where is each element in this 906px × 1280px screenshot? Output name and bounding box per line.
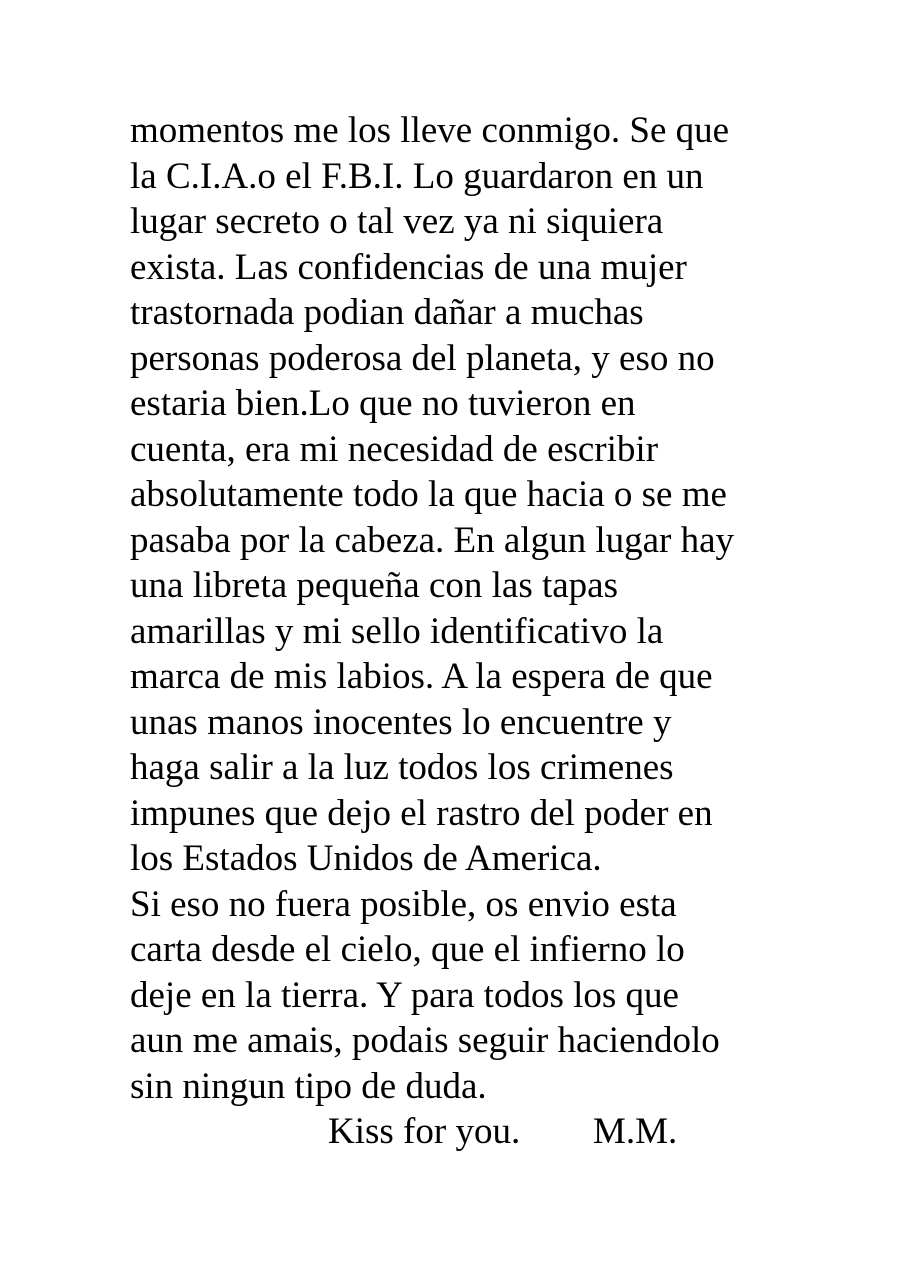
text-line: personas poderosa del planeta, y eso no bbox=[130, 337, 715, 379]
text-line: absolutamente todo la que hacia o se me bbox=[130, 474, 727, 515]
text-line: unas manos inocentes lo encuentre y bbox=[130, 701, 672, 743]
signature-initials: M.M. bbox=[593, 1111, 678, 1152]
text-line: lugar secreto o tal vez ya ni siquiera bbox=[130, 201, 664, 242]
text-line: momentos me los lleve conmigo. Se que bbox=[130, 110, 730, 151]
text-line: impunes que dejo el rastro del poder en bbox=[130, 792, 713, 834]
text-line: deje en la tierra. Y para todos los que bbox=[130, 974, 679, 1016]
text-line: la C.I.A.o el F.B.I. Lo guardaron en un bbox=[130, 155, 704, 197]
text-line: una libreta pequeña con las tapas bbox=[130, 565, 618, 606]
text-line: haga salir a la luz todos los crimenes bbox=[130, 747, 674, 788]
text-line: estaria bien.Lo que no tuvieron en bbox=[130, 383, 636, 424]
text-line: Si eso no fuera posible, os envio esta bbox=[130, 883, 677, 925]
signature-line bbox=[130, 1109, 734, 1155]
text-line: trastornada podian dañar a muchas bbox=[130, 292, 644, 333]
text-line: carta desde el cielo, que el infierno lo bbox=[130, 929, 685, 970]
text-line: aun me amais, podais seguir haciendolo bbox=[130, 1020, 720, 1061]
text-line: cuenta, era mi necesidad de escribir bbox=[130, 428, 659, 470]
text-line: marca de mis labios. A la espera de que bbox=[130, 656, 713, 697]
text-line: los Estados Unidos de America. bbox=[130, 838, 602, 879]
text-line: sin ningun tipo de duda. bbox=[130, 1065, 487, 1107]
text-line: exista. Las confidencias de una mujer bbox=[130, 246, 687, 288]
text-line: amarillas y mi sello identificativo la bbox=[130, 610, 664, 652]
closing-text: Kiss for you. bbox=[328, 1111, 521, 1152]
letter-body bbox=[130, 108, 734, 1155]
text-line: pasaba por la cabeza. En algun lugar hay bbox=[130, 519, 735, 561]
